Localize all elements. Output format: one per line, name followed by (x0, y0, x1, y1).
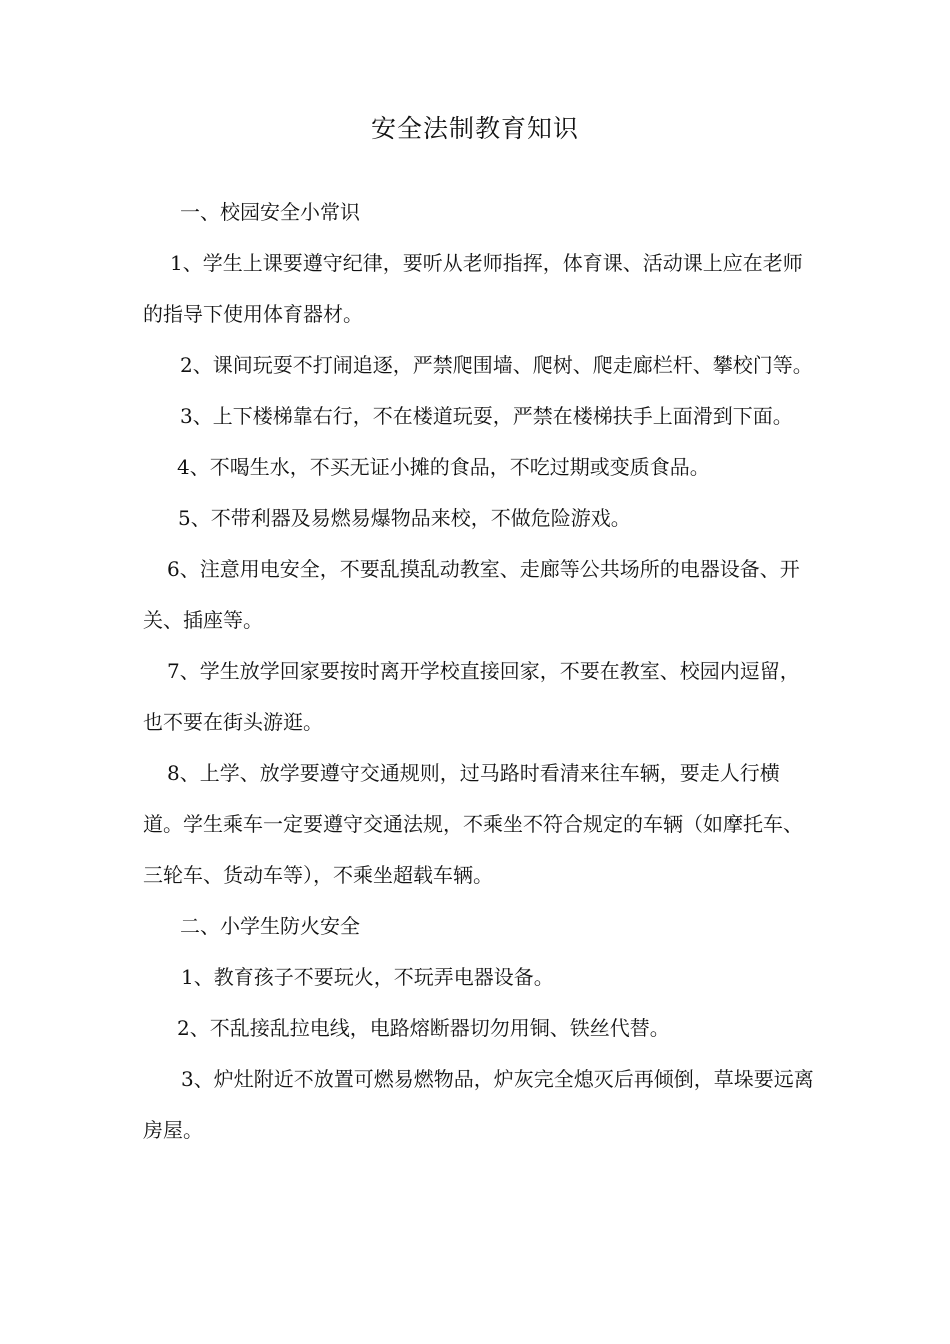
campus-rule-4: 4、不喝生水，不买无证小摊的食品，不吃过期或变质食品。 (177, 455, 710, 479)
document-title: 安全法制教育知识 (370, 114, 579, 143)
section-heading-fire-safety: 二、小学生防火安全 (180, 914, 360, 938)
campus-rule-7: 7、学生放学回家要按时离开学校直接回家，不要在教室、校园内逗留，也不要在街头游逛。 (143, 659, 800, 734)
campus-rule-3: 3、上下楼梯靠右行，不在楼道玩耍，严禁在楼梯扶手上面滑到下面。 (180, 404, 793, 428)
section-heading-campus-safety: 一、校园安全小常识 (180, 200, 360, 224)
campus-rule-2: 2、课间玩耍不打闹追逐，严禁爬围墙、爬树、爬走廊栏杆、攀校门等。 (180, 353, 813, 377)
fire-rule-1: 1、教育孩子不要玩火，不玩弄电器设备。 (181, 965, 554, 989)
document-body (143, 187, 815, 1156)
fire-rule-3: 3、炉灶附近不放置可燃易燃物品，炉灰完全熄灭后再倾倒，草垛要远离房屋。 (143, 1067, 814, 1142)
campus-rule-5: 5、不带利器及易燃易爆物品来校，不做危险游戏。 (178, 506, 631, 530)
campus-rule-8: 8、上学、放学要遵守交通规则，过马路时看清来往车辆，要走人行横道。学生乘车一定要遵守交通法规，不乘坐不符合规定的车辆（如摩托车、三轮车、货动车等），不乘坐超载车辆。 (143, 761, 803, 887)
campus-rule-1: 1、学生上课要遵守纪律，要听从老师指挥，体育课、活动课上应在老师的指导下使用体育器材。 (143, 251, 803, 326)
fire-rule-2: 2、不乱接乱拉电线，电路熔断器切勿用铜、铁丝代替。 (177, 1016, 670, 1040)
campus-rule-6: 6、注意用电安全，不要乱摸乱动教室、走廊等公共场所的电器设备、开关、插座等。 (143, 557, 800, 632)
